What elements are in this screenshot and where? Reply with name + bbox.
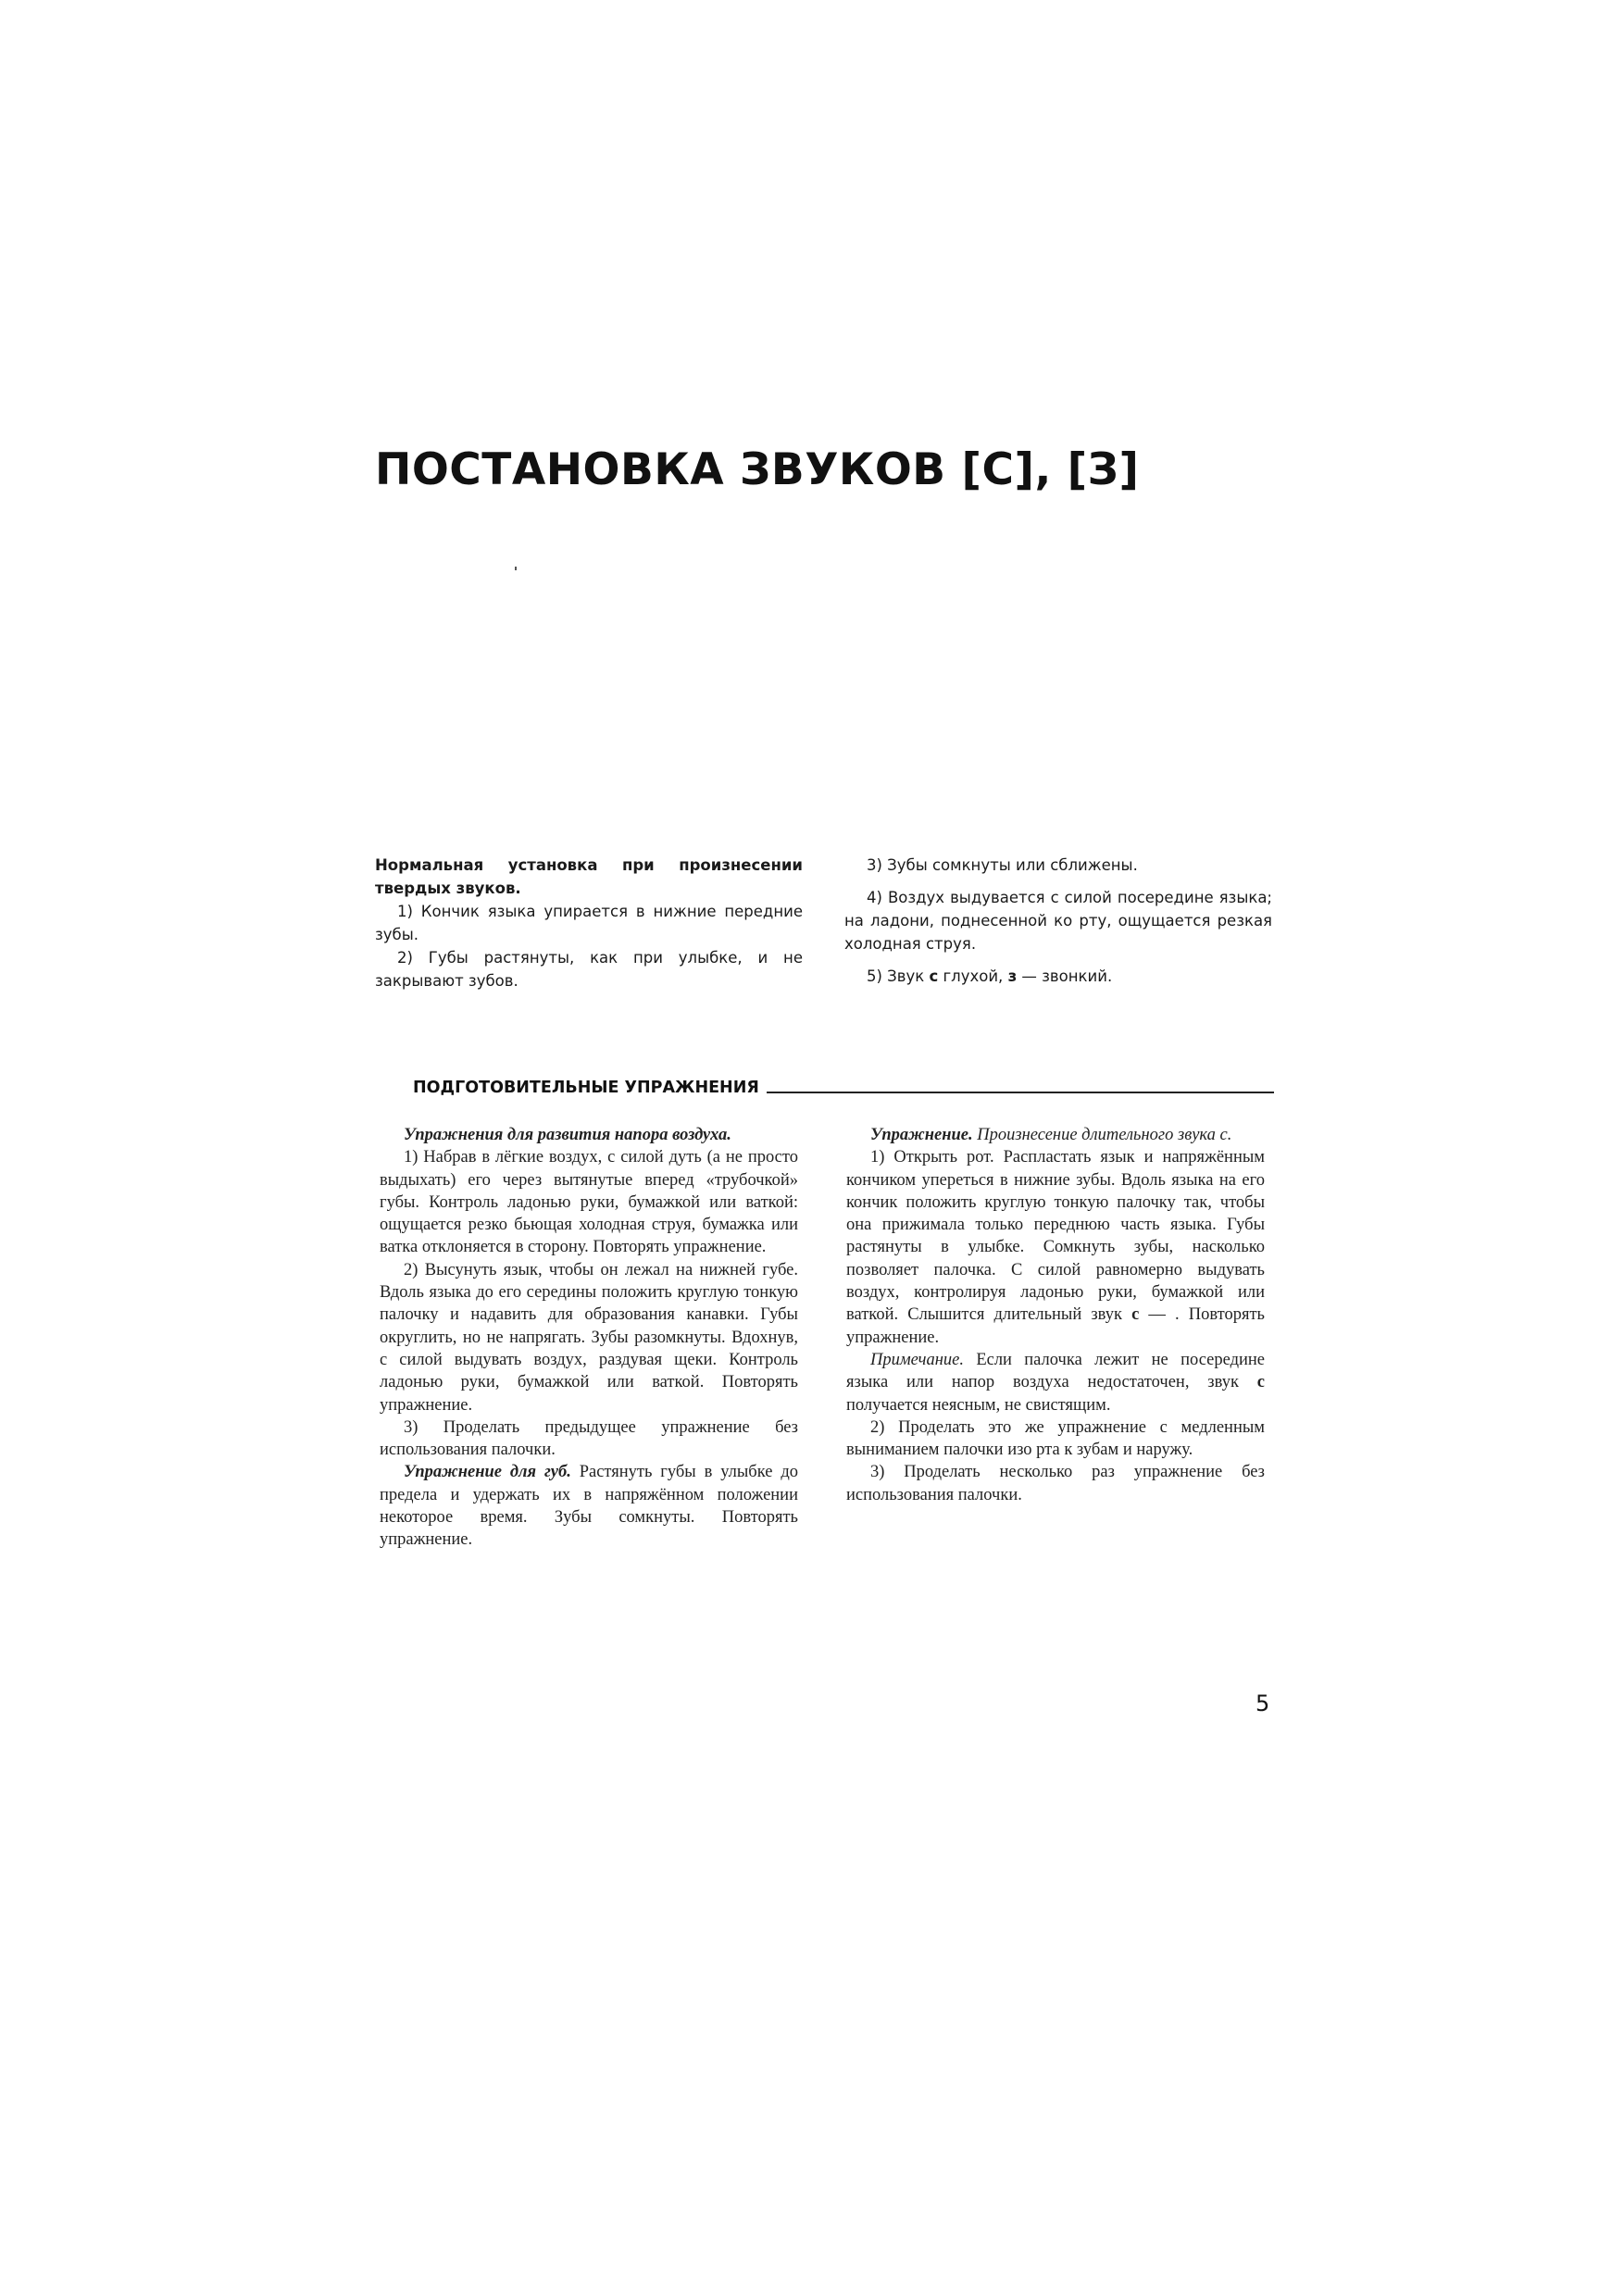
exercise-lips-text: Растянуть губы в улыбке до предела и удержать их в напряжённом положении некоторое время. Зубы сомкнуты. Повторять упражнение. xyxy=(380,1463,798,1550)
section-heading-rule xyxy=(767,1092,1274,1093)
exercise-long-s-note xyxy=(846,1349,1265,1416)
scan-speck xyxy=(515,567,517,570)
exercise-lips-title: Упражнение для губ. xyxy=(404,1463,571,1482)
note-sound: с xyxy=(1256,1373,1265,1392)
normal-setup-item-4: 4) Воздух выдувается с силой посередине языка; на ладони, поднесенной ко рту, ощущается резкая холодная струя. xyxy=(844,889,1272,953)
normal-setup-item-5 xyxy=(844,965,1272,988)
exercise-long-s-subtitle: Произнесение длительного звука с. xyxy=(972,1126,1232,1144)
step-1-sound: с xyxy=(1131,1305,1140,1325)
note-text-b: получается неясным, не свистящим. xyxy=(846,1395,1111,1415)
exercise-long-s-heading xyxy=(846,1124,1265,1146)
exercise-long-s-step-2: 2) Проделать это же упражнение с медленным выниманием палочки изо рта к зубам и наружу. xyxy=(846,1417,1265,1460)
exercise-air-pressure-title: Упражнения для развития напора воздуха. xyxy=(404,1126,731,1144)
item5-sound-s: с xyxy=(929,967,939,985)
exercise-long-s-step-3: 3) Проделать несколько раз упражнение без использования палочки. xyxy=(846,1463,1265,1504)
normal-setup-heading: Нормальная установка при произнесении твердых звуков. xyxy=(375,856,803,897)
normal-setup-left-column xyxy=(375,854,803,992)
exercise-long-s-title: Упражнение. xyxy=(870,1126,973,1144)
exercises-left-column xyxy=(380,1124,798,1552)
note-text-a: Если палочка лежит не посередине языка или напор воздуха недостаточен, звук xyxy=(846,1350,1265,1392)
step-1-end: — . Повторять упражнение. xyxy=(846,1305,1265,1347)
exercise-air-pressure-step-2: 2) Высунуть язык, чтобы он лежал на нижней губе. Вдоль языка до его середины положить круглую тонкую палочку и надавить для образования канавки. Губы округлить, но не напрягать. Зубы разомкнуты. Вдохнув, с силой выдувать воздух, раздувая щеки. Контроль ладонью руки, бумажкой или ваткой. Повторять упражнение. xyxy=(380,1260,798,1415)
item5-prefix: 5) Звук xyxy=(867,967,930,985)
page-number: 5 xyxy=(1255,1691,1270,1716)
page-title: ПОСТАНОВКА ЗВУКОВ [С], [З] xyxy=(375,444,1140,495)
item5-middle: глухой, xyxy=(938,967,1008,985)
note-label: Примечание. xyxy=(870,1350,964,1369)
normal-setup-item-3: 3) Зубы сомкнуты или сближены. xyxy=(867,856,1138,874)
exercise-lips-paragraph xyxy=(380,1461,798,1551)
exercise-air-pressure-step-3: 3) Проделать предыдущее упражнение без использования палочки. xyxy=(380,1417,798,1460)
normal-setup-item-2: 2) Губы растянуты, как при улыбке, и не закрывают зубов. xyxy=(375,949,803,990)
section-heading-label: ПОДГОТОВИТЕЛЬНЫЕ УПРАЖНЕНИЯ xyxy=(413,1079,759,1097)
item5-sound-z: з xyxy=(1007,967,1018,985)
section-heading xyxy=(413,1079,1274,1097)
exercise-air-pressure-step-1: 1) Набрав в лёгкие воздух, с силой дуть (а не просто выдыхать) его через вытянутые вперед «трубочкой» губы. Контроль ладонью руки, бумажкой или ваткой: ощущается резко бьющая холодная струя, бумажка или ватка отклоняется в сторону. Повторять упражнение. xyxy=(380,1148,798,1257)
step-1-text: 1) Открыть рот. Распластать язык и напряжённым кончиком упереться в нижние зубы. Вдоль языка на его кончик положить круглую тонкую палочку так, чтобы она прижимала только переднюю часть языка. Губы растянуты в улыбке. Сомкнуть зубы, насколько позволяет палочка. С силой равномерно выдувать воздух, контролируя ладонью руки, бумажкой или ваткой. Слышится длительный звук xyxy=(846,1148,1265,1325)
normal-setup-item-1: 1) Кончик языка упирается в нижние передние зубы. xyxy=(375,903,803,943)
normal-setup-right-column xyxy=(844,854,1272,988)
exercise-long-s-step-1 xyxy=(846,1146,1265,1349)
item5-suffix: — звонкий. xyxy=(1017,967,1113,985)
exercises-right-column xyxy=(846,1124,1265,1506)
